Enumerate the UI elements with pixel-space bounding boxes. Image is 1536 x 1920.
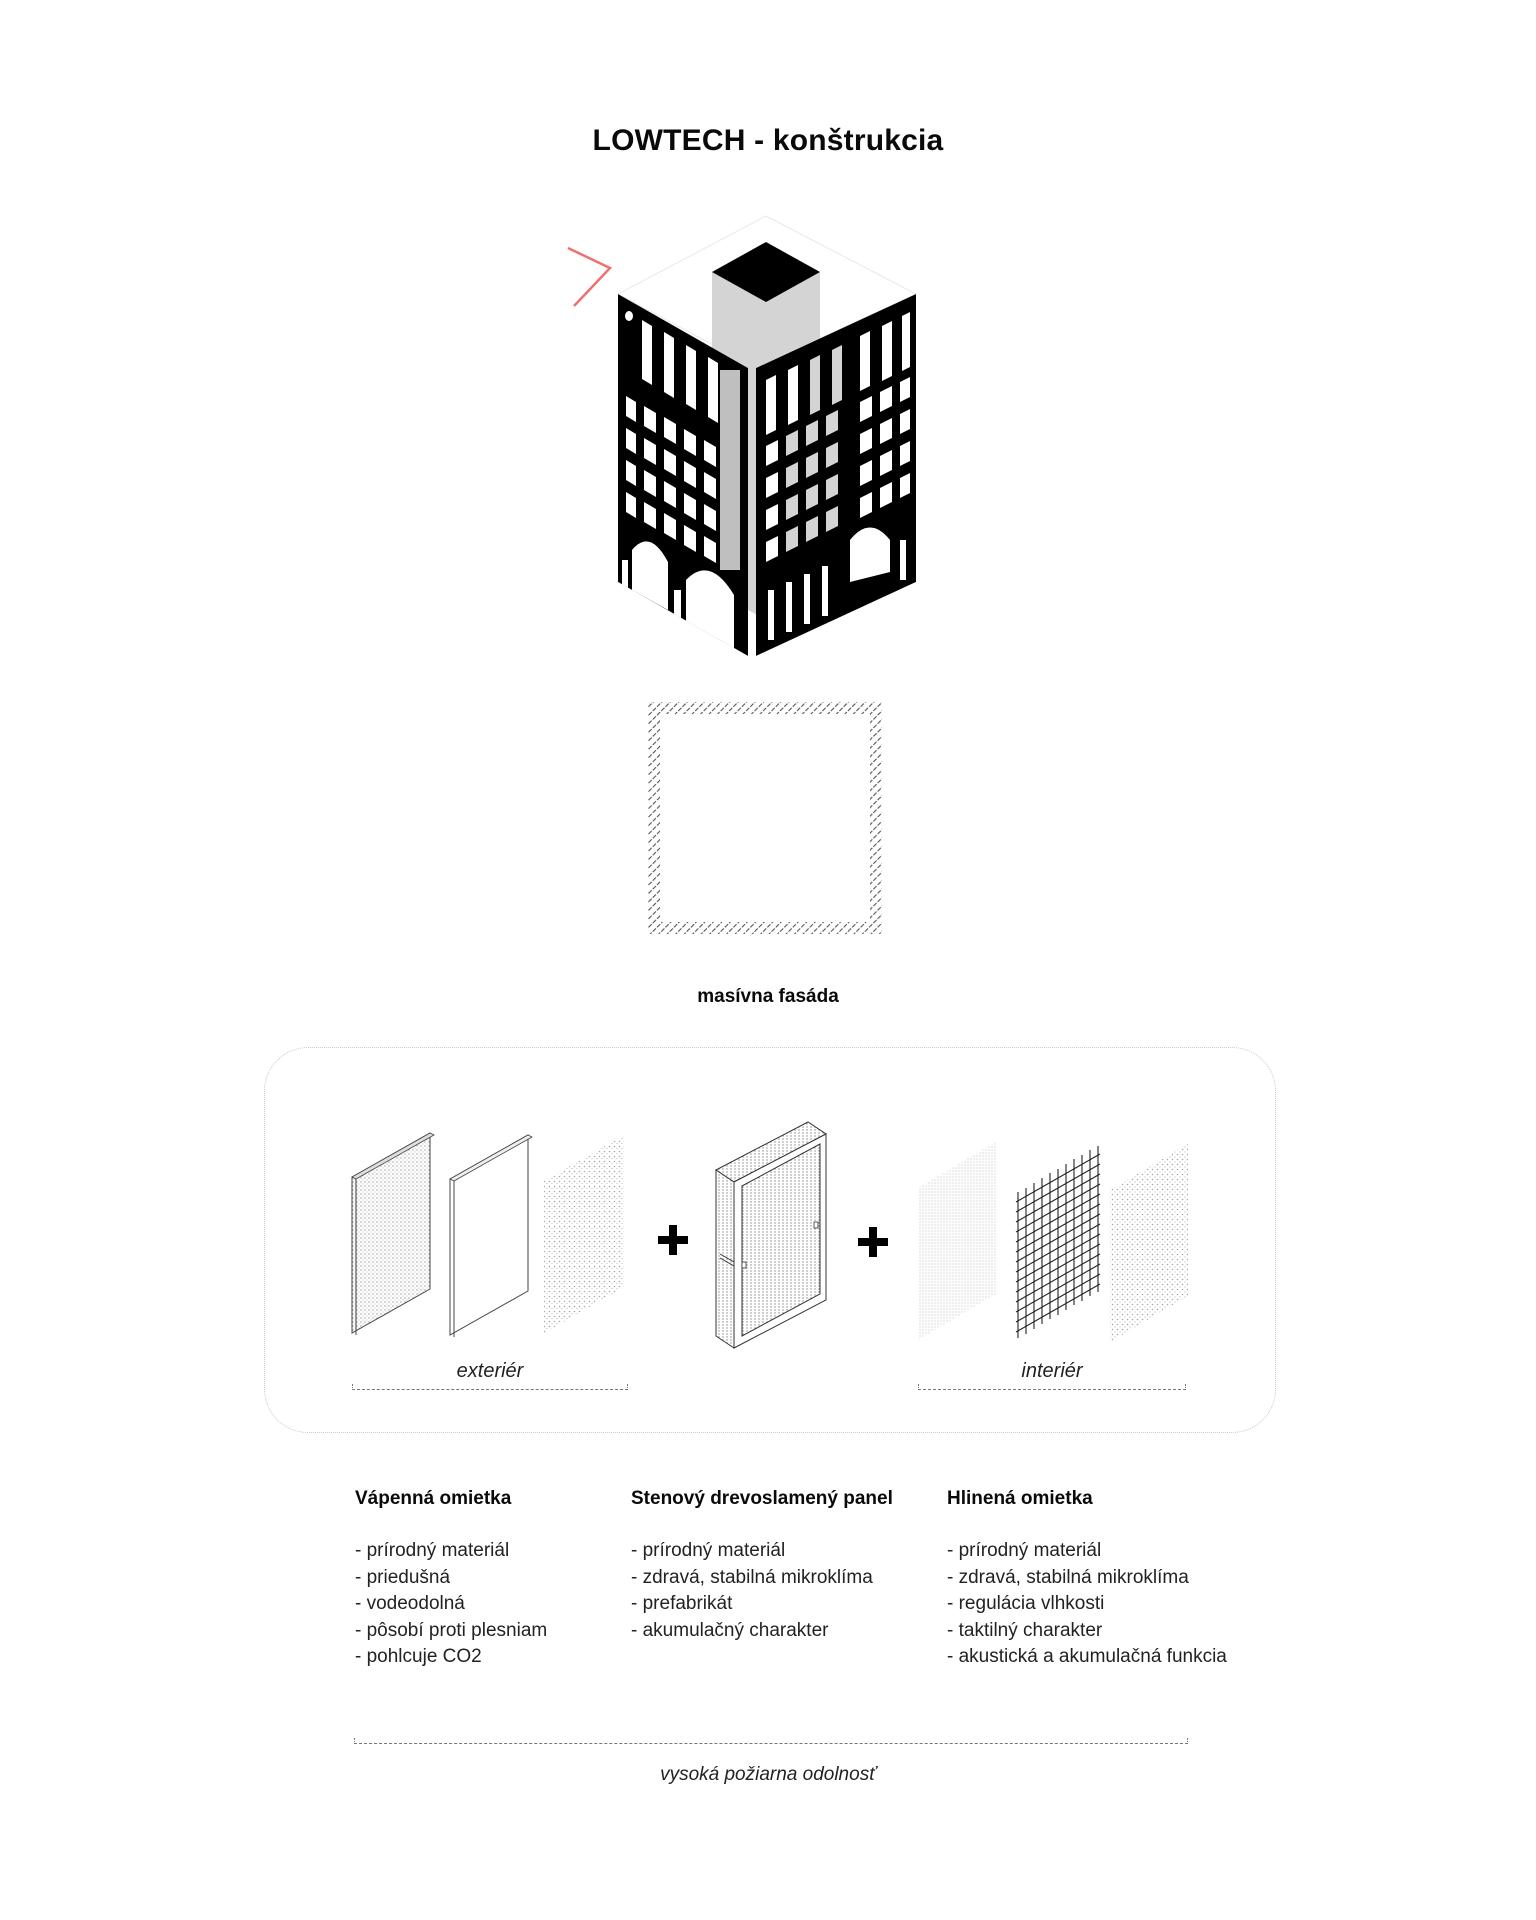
- plain-board-panel-icon: [450, 1135, 532, 1337]
- exterior-label: exteriér: [456, 1360, 524, 1382]
- fire-resistance-label: vysoká požiarna odolnosť: [660, 1764, 876, 1785]
- column-heading: Hlinená omietka: [947, 1488, 1093, 1509]
- list-item: - prírodný materiál: [355, 1540, 510, 1561]
- straw-panel-box-icon: [714, 1120, 830, 1350]
- list-item: - prírodný materiál: [631, 1540, 786, 1561]
- interior-label: interiér: [1021, 1360, 1083, 1382]
- list-item: - zdravá, stabilná mikroklíma: [947, 1566, 1189, 1588]
- exterior-layers-group: [348, 1125, 648, 1345]
- column-lime-plaster: [355, 1488, 675, 1671]
- list-item: - vodeodolná: [355, 1593, 465, 1614]
- column-clay-plaster: [947, 1488, 1327, 1671]
- list-item: - pôsobí proti plesniam: [355, 1619, 548, 1641]
- list-item: - priedušná: [355, 1566, 451, 1588]
- list-item: - prefabrikát: [631, 1593, 733, 1614]
- clay-plaster-layer-icon: [1110, 1144, 1188, 1342]
- fine-dotted-layer-icon: [918, 1142, 996, 1340]
- list-item: - prírodný materiál: [947, 1540, 1102, 1561]
- interior-layers-group: [916, 1128, 1196, 1348]
- textured-plaster-panel-icon: [352, 1133, 434, 1335]
- plus-icon: [658, 1225, 688, 1255]
- page-title: LOWTECH - konštrukcia: [592, 124, 944, 157]
- list-item: - akumulačný charakter: [631, 1619, 829, 1641]
- reinforcing-mesh-icon: [1016, 1146, 1100, 1338]
- red-pointer-icon: [568, 248, 610, 306]
- plus-icon: [858, 1227, 888, 1257]
- list-item: - pohlcuje CO2: [355, 1646, 482, 1667]
- list-item: - zdravá, stabilná mikroklíma: [631, 1566, 873, 1588]
- fire-resistance-bracket: [354, 1738, 1188, 1744]
- plan-caption: masívna fasáda: [697, 986, 839, 1007]
- list-item: - taktilný charakter: [947, 1619, 1103, 1641]
- column-heading: Stenový drevoslamený panel: [631, 1488, 893, 1509]
- column-straw-panel: [631, 1488, 951, 1644]
- column-heading: Vápenná omietka: [355, 1488, 512, 1509]
- dotted-plaster-layer-icon: [544, 1135, 624, 1333]
- interior-bracket: [918, 1384, 1186, 1390]
- list-item: - akustická a akumulačná funkcia: [947, 1646, 1227, 1667]
- exterior-bracket: [352, 1384, 628, 1390]
- list-item: - regulácia vlhkosti: [947, 1593, 1105, 1614]
- isometric-building-icon: [560, 210, 940, 660]
- square-plan-massive-wall-icon: [646, 700, 884, 936]
